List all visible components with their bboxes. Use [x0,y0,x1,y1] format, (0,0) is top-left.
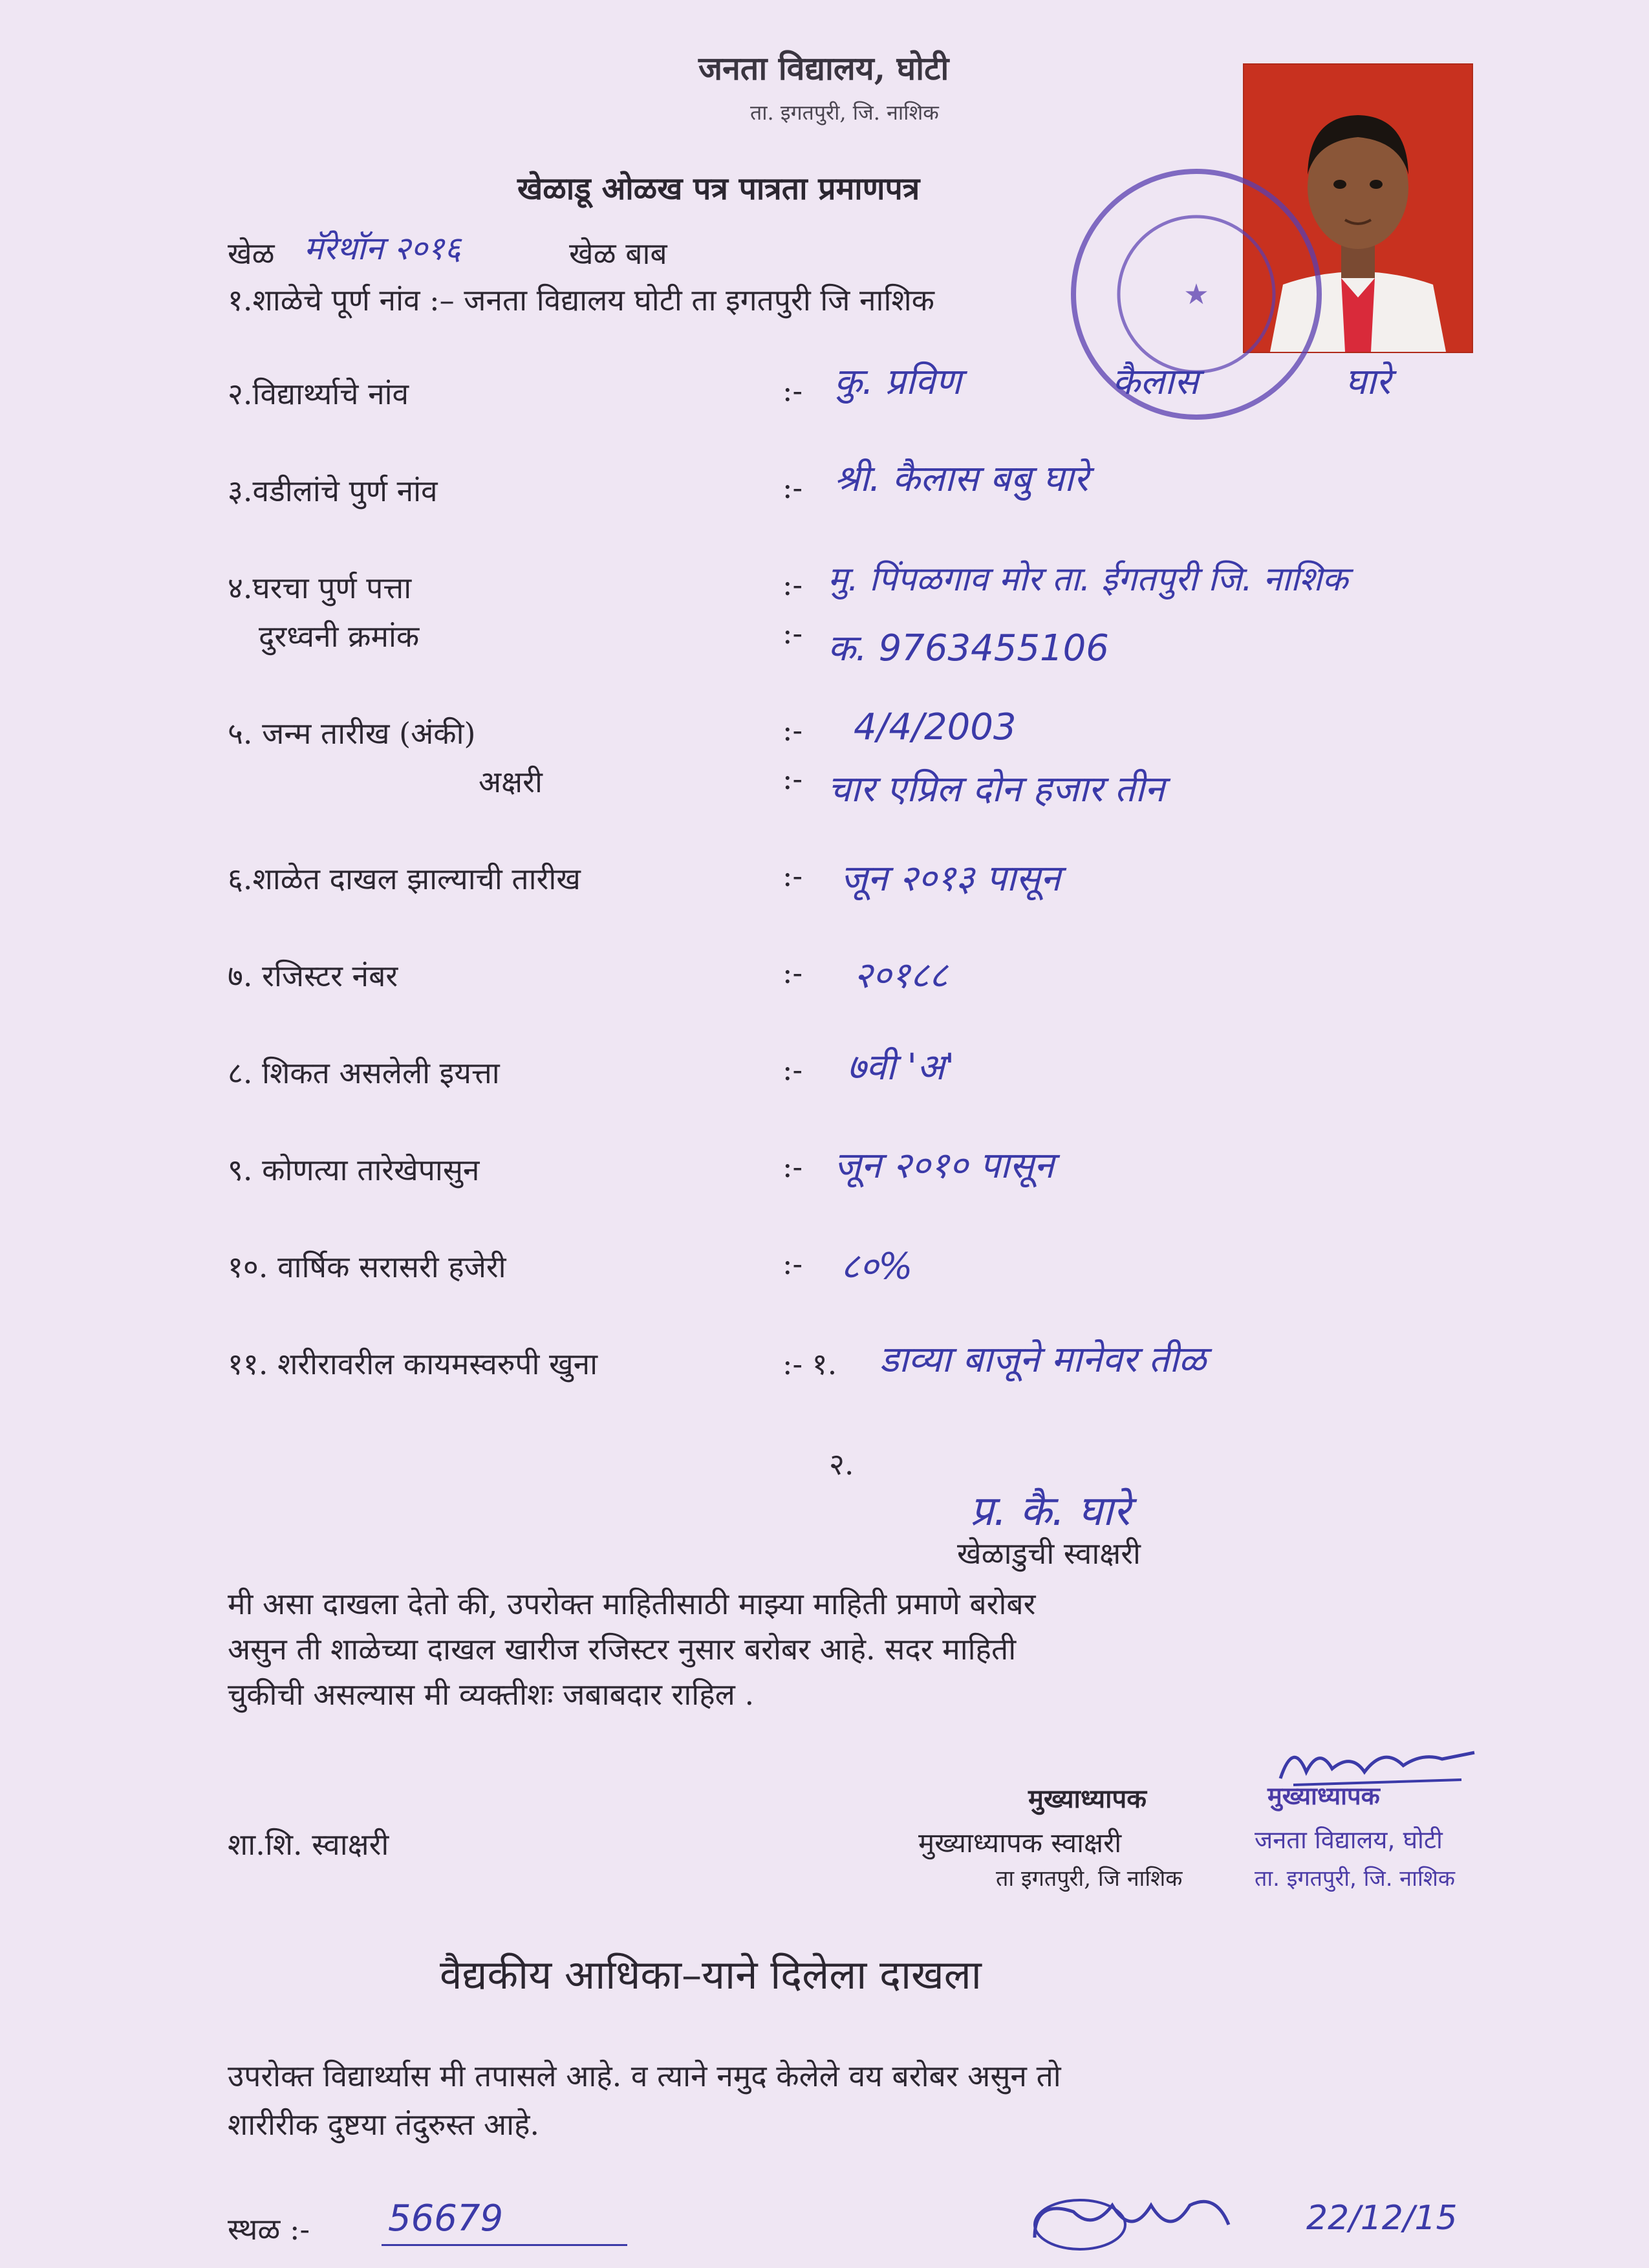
field-admission-date-value: जून २०१३ पासून [841,858,1061,900]
field-register-no-value: २०१८८ [854,955,948,997]
field-admission-date-label: ६.शाळेत दाखल झाल्याची तारीख [228,861,581,896]
field-father-name-value: श्री. कैलास बबु घारे [834,458,1089,500]
headmaster-title: मुख्याध्यापक [1028,1784,1147,1814]
field-attendance-sep: :- [782,1246,803,1281]
game-value: मॅरेथॉन २०१६ [304,230,461,267]
declaration-line-3: चुकीची असल्यास मी व्यक्तीशः जबाबदार राहिल . [228,1677,755,1712]
field-student-name-value: कु. प्रविण [834,361,962,403]
place-value: 56679 [388,2198,504,2240]
school-name: जनता विद्यालय, घोटी [698,49,949,87]
declaration-line-1: मी असा दाखला देतो की, उपरोक्त माहितीसाठी माझ्या माहिती प्रमाणे बरोबर [228,1586,1036,1621]
field-standard-sep: :- [782,1052,803,1087]
field-dob-words-label: अक्षरी [479,764,543,799]
field-father-name-label: ३.वडीलांचे पुर्ण नांव [228,473,438,508]
field-student-name-sep: :- [782,373,803,408]
field-identification-mark-value: डाव्या बाजूने मानेवर तीळ [879,1339,1207,1381]
medical-officer-signature [1022,2186,1293,2257]
school-address: ता. इगतपुरी, जि. नाशिक [750,100,939,125]
place-label: स्थळ :- [228,2212,310,2247]
medical-text-line-1: उपरोक्त विद्यार्थ्यास मी तपासले आहे. व त्याने नमुद केलेले वय बरोबर असुन तो [228,2058,1061,2093]
field-admission-date-sep: :- [782,858,803,893]
headmaster-place: ता इगतपुरी, जि नाशिक [996,1866,1183,1892]
field-phone-sep: :- [782,616,803,651]
field-standard-value: ७वी 'अ' [847,1046,955,1088]
game-label: खेळ [228,236,275,271]
headmaster-stamp-title: मुख्याध्यापक [1267,1782,1380,1810]
player-signature: प्र. कै. घारे [970,1487,1130,1535]
field-dob-words-sep: :- [782,761,803,796]
field-register-no-label: ७. रजिस्टर नंबर [228,958,398,993]
field-since-date-sep: :- [782,1149,803,1184]
medical-date-value: 22/12/15 [1306,2199,1458,2238]
field-dob-words-value: चार एप्रिल दोन हजार तीन [828,768,1165,810]
headmaster-stamp-school: जनता विद्यालय, घोटी [1255,1826,1443,1854]
field-school-name: १.शाळेचे पूर्ण नांव :– जनता विद्यालय घोटी ता इगतपुरी जि नाशिक [228,283,934,318]
field-address-value: मु. पिंपळगाव मोर ता. ईगतपुरी जि. नाशिक [828,560,1348,599]
declaration-line-2: असुन ती शाळेच्या दाखल खारीज रजिस्टर नुसार बरोबर आहे. सदर माहिती [228,1632,1017,1667]
field-student-middle-name: कैलास [1112,361,1199,403]
field-since-date-value: जून २०१० पासून [834,1145,1054,1187]
field-attendance-value: ८०% [841,1246,913,1288]
field-father-name-sep: :- [782,470,803,505]
field-since-date-label: ९. कोणत्या तारेखेपासुन [228,1152,480,1187]
svg-text:★: ★ [1183,278,1209,311]
field-student-name-label: २.विद्यार्थ्याचे नांव [228,376,409,411]
headmaster-signature-line: मुख्याध्यापक स्वाक्षरी [918,1827,1122,1859]
field-attendance-label: १०. वार्षिक सरासरी हजेरी [228,1249,506,1284]
pe-teacher-signature-label: शा.शि. स्वाक्षरी [228,1827,389,1862]
field-address-sep: :- [782,567,803,602]
field-dob-label: ५. जन्म तारीख (अंकी) [228,716,476,751]
certificate-title: खेळाडू ओळख पत्र पात्रता प्रमाणपत्र [517,171,920,207]
medical-section-title: वैद्यकीय आधिका–याने दिलेला दाखला [440,1951,982,1998]
headmaster-stamp-address: ता. इगतपुरी, जि. नाशिक [1255,1866,1456,1892]
field-phone-label: दुरध्वनी क्रमांक [259,619,420,654]
field-register-no-sep: :- [782,955,803,990]
field-student-surname: घारे [1345,361,1391,403]
field-phone-value: क. 9763455106 [828,627,1109,669]
field-dob-value: 4/4/2003 [854,706,1017,748]
player-signature-caption: खेळाडुची स्वाक्षरी [957,1536,1141,1571]
field-standard-label: ८. शिकत असलेली इयत्ता [228,1055,500,1090]
game-item-label: खेळ बाब [569,236,667,271]
field-address-label: ४.घरचा पुर्ण पत्ता [228,570,412,605]
identification-mark-2: २. [829,1447,854,1482]
field-identification-mark-label: ११. शरीरावरील कायमस्वरुपी खुना [228,1346,598,1381]
medical-text-line-2: शारीरीक दुष्टया तंदुरुस्त आहे. [228,2107,540,2142]
field-dob-sep: :- [782,713,803,748]
field-identification-mark-sep: :- १. [782,1346,837,1381]
place-underline [382,2244,627,2246]
